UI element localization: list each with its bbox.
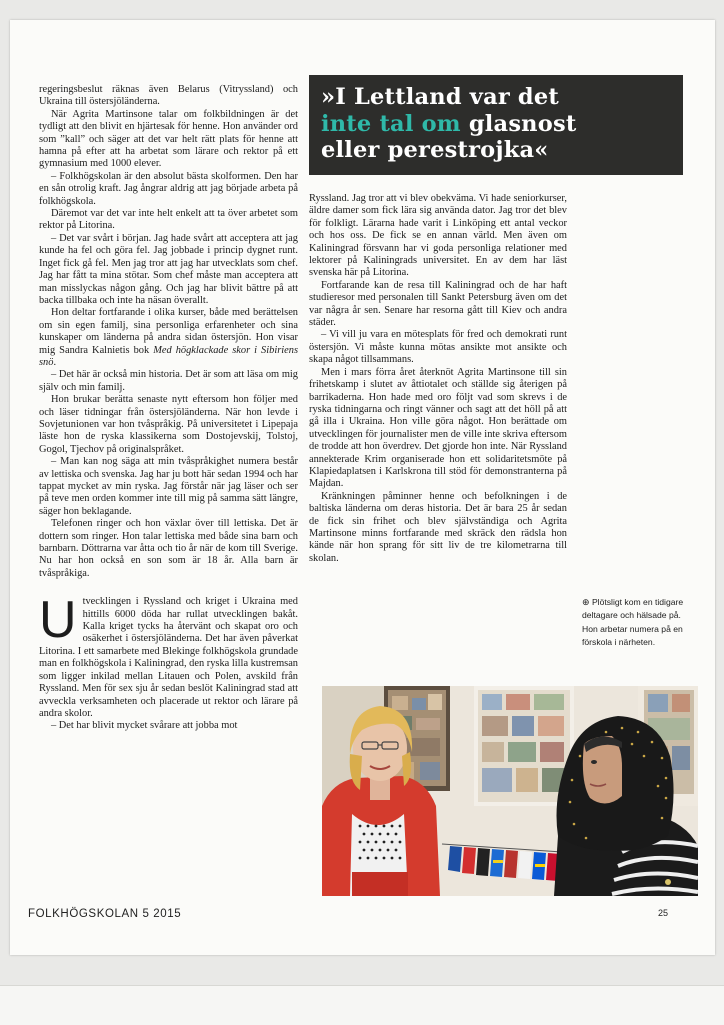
paragraph: – Folkhögskolan är den absolut bästa skolformen. Den har en sån otrolig kraft. Jag ångrar aldrig att jag började arbeta på folkhögskola. xyxy=(39,170,298,207)
article-photo xyxy=(322,686,698,896)
paragraph: Kränkningen påminner henne och befolkningen i de baltiska länderna om deras historia. Det är bara 25 år sedan de fick sin frihet och blev självständiga och Agrita Martinsone minns fortfarande med skräck den rädsla hon kände när hon sprang för sitt liv de tre kilometrarna till skolan. xyxy=(309,490,567,564)
paragraph: Hon brukar berätta senaste nytt eftersom hon följer med och läser tidningar från östersjöländerna. När hon levde i Sovjetunionen var hon tvåspråkig. På universitetet i Lipepaja läste hon de ryska klassikerna som Dostojevskij, Tolstoj, Gogol, Tjechov på originalspråket. xyxy=(39,394,298,455)
pull-quote-line: »I Lettland var det xyxy=(321,84,559,110)
paragraph: – Det har blivit mycket svårare att jobba mot xyxy=(51,720,238,732)
article-column-right xyxy=(309,193,567,565)
pull-quote-text: glasnost xyxy=(468,110,577,137)
paragraph-dropcap xyxy=(39,591,298,720)
paragraph: Telefonen ringer och hon växlar över till lettiska. Det är dottern som ringer. Hon talar lettiska med både sina barn och barnbarn. Döttrarna var åtta och tio år när de kom till Sverige. Nu har hon också en son som är 18 år. Alla barn är tvåspråkiga. xyxy=(39,518,298,579)
photo-caption xyxy=(582,596,694,650)
paragraph xyxy=(39,307,298,369)
paragraph: När Agrita Martinsone talar om folkbildningen är det tydligt att den blivit en hjärtesak för henne. Hon använder ord som ”kall” och säger att det var helt rätt plats för henne att hamna på efter att ha arbetat som lärare och rektor på ett gymnasium med 1000 elever. xyxy=(39,108,298,170)
page-number: 25 xyxy=(658,908,669,918)
photo-illustration xyxy=(322,686,698,896)
paragraph: Ryssland. Jag tror att vi blev obekväma. Vi hade seniorkurser, äldre damer som fick lära sig använda dator. Jag tror det blev för folkligt. Lärarna hade varit i Linköping ett antal veckor och hos oss. De fick se en annan värld. Men även om Kaliningrad försvann har vi goda personliga relationer med lektorer på Kaliningrads universitet. En av dem har läst svenska här på Litorina. xyxy=(309,193,567,279)
scan-bottom-edge xyxy=(0,985,724,1025)
caption-bullet-icon: ⊕ xyxy=(582,597,590,607)
pull-quote xyxy=(309,75,683,175)
drop-cap: U xyxy=(39,591,77,650)
text-run: . xyxy=(53,356,57,368)
paragraph: – Det här är också min historia. Det är som att läsa om mig själv och min familj. xyxy=(39,369,298,393)
paragraph: Fortfarande kan de resa till Kaliningrad och de har haft studieresor med personalen till Sankt Petersburg även om det var några år sen. Senare har resorna gått till Kiev och andra städer. xyxy=(309,279,567,329)
caption-text: Plötsligt kom en tidigare deltagare och hälsade på. Hon arbetar numera på en förskola i närheten. xyxy=(582,597,684,648)
magazine-issue: FOLKHÖGSKOLAN 5 2015 xyxy=(28,908,182,920)
book-title: Med högklackade skor i Sibiriens snö xyxy=(39,344,299,368)
text-run: tvecklingen i Ryssland och kriget i Ukraina med hittills 6000 döda har rullat utvecklingen bakåt. Kalla kriget tycks ha återvänt och skapat oro och osäkerhet i östersjöländerna. Det har även påverkat Litorina. I ett samarbete med Blekinge folkhögskola grundade man en folkhögskola i Kaliningrad, den ryska lilla kustremsan som ligger inkilad mellan Litauen och Polen, avskild från Ryssland. Men för sex sju år sedan beslöt Kaliningrad stad att avveckla verksamheten och placerade ut rektor och lärare på andra skolor. xyxy=(39,596,298,719)
pull-quote-line: eller perestrojka« xyxy=(321,137,549,163)
paragraph: Men i mars förra året återknöt Agrita Martinsone till sin frihetskamp i slutet av åttiotalet och ställde sig återigen på barrikaderna. Hon hade med oro följt vad som skrevs i de ryska tidningarna och ringt vänner och sagt att det höll på att gå illa i Ukraina. Hon ville göra något. Hon berättade om utvecklingen för journalister men de ville inte skriva eftersom de trodde att hon överdrev. Det gjorde hon inte. När Ryssland annekterade Krim organiserade hon ett solidaritetsmöte på Klapiedaplatsen i Karlskrona till stöd för demonstranterna på Majdan. xyxy=(309,366,567,490)
paragraph: regeringsbeslut räknas även Belarus (Vitryssland) och Ukraina till östersjöländerna. xyxy=(39,84,298,108)
paragraph: – Vi vill ju vara en mötesplats för fred och demokrati runt östersjön. Vi måste kunna mötas ansikte mot ansikte och skapa något tillsammans. xyxy=(309,329,567,366)
paragraph: Däremot var det var inte helt enkelt att ta över arbetet som rektor på Litorina. xyxy=(39,208,298,232)
pull-quote-highlight: inte tal om xyxy=(321,110,469,137)
paragraph: – Det var svårt i början. Jag hade svårt att acceptera att jag kunde ha fel och göra fel. Jag jobbade i princip dygnet runt. Inget fick gå fel. Men jag tror att jag har utvecklats som chef. Jag har fått ta mina stötar. Som chef måste man acceptera att man misslyckas någon gång. Och jag har blivit bättre på att backa tillbaka och inte ha näsan överallt. xyxy=(39,232,298,306)
pull-quote-line xyxy=(321,111,671,138)
text-run: Hon deltar fortfarande i olika kurser, både med berättelsen om sin egen familj, sina personliga erfarenheter och sina kunskaper om länderna på andra sidan östersjön. Hon visar mig Sandra Kalnietis bok xyxy=(39,307,298,356)
article-column-left xyxy=(39,84,298,733)
paragraph: – Man kan nog säga att min tvåspråkighet numera består av lettiska och svenska. Jag har ju bott här sedan 1994 och har tappat mycket av min ryska. Jag förstår när jag läser och ser på teve men orden kommer inte till mig på samma sätt längre, säger hon beklagande. xyxy=(39,456,298,517)
